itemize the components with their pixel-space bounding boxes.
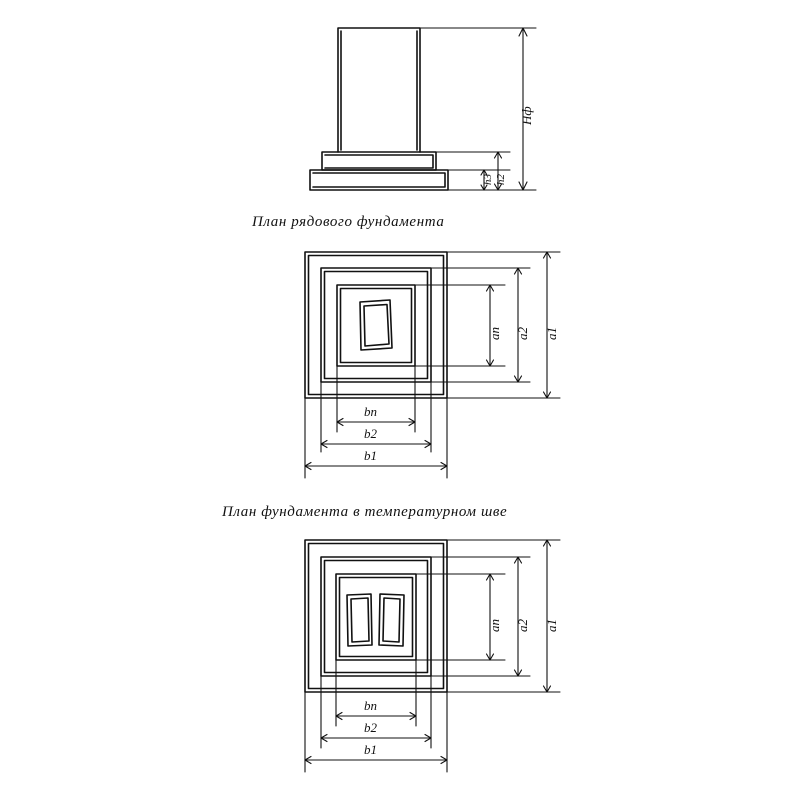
elevation-label-step2: h2 bbox=[495, 174, 507, 185]
row-plan-label-b-1: b1 bbox=[364, 448, 377, 463]
elevation-foundation bbox=[310, 28, 448, 190]
seam-plan-label-b-p: bп bbox=[364, 698, 377, 713]
row-plan-label-a-p: aп bbox=[487, 327, 502, 340]
elevation-label-height-total: Hф bbox=[519, 106, 534, 125]
seam-plan-label-b-1: b1 bbox=[364, 742, 377, 757]
seam-plan-dimensions-vertical bbox=[416, 540, 560, 692]
row-plan-label-a-1: a1 bbox=[544, 327, 559, 340]
row-plan-label-b-2: b2 bbox=[364, 426, 377, 441]
elevation-label-step3: h3 bbox=[482, 174, 494, 185]
seam-plan-label-a-p: aп bbox=[487, 619, 502, 632]
seam-plan-label-a-2: a2 bbox=[515, 619, 530, 632]
seam-plan-label-a-1: a1 bbox=[544, 619, 559, 632]
row-plan-label-b-p: bп bbox=[364, 404, 377, 419]
seam-plan-foundation bbox=[305, 540, 447, 692]
row-plan-foundation bbox=[305, 252, 447, 398]
seam-plan-title: План фундамента в температурном шве bbox=[222, 504, 508, 520]
row-plan-dimensions-vertical bbox=[415, 252, 560, 398]
row-plan-label-a-2: a2 bbox=[515, 327, 530, 340]
seam-plan-label-b-2: b2 bbox=[364, 720, 377, 735]
row-plan-title: План рядового фундамента bbox=[252, 214, 445, 230]
